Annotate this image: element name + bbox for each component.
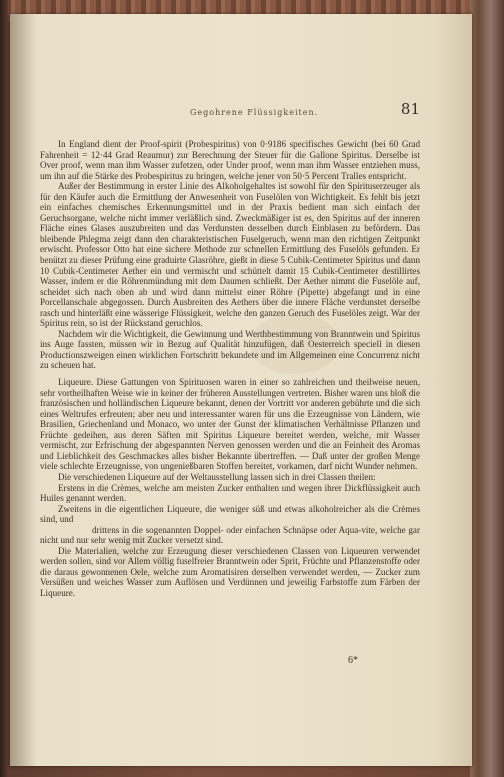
paragraph: Nachdem wir die Wichtigkeit, die Gewinnung und Werthbestimmung von Branntwein und Spiritus ins Auge fassten, müssen wir in Bezug auf Qualität hinzufügen, daß Oesterreich speciell in diesen Productionszweigen einen wirklichen Fortschritt bekundete und im Allgemeinen eine Concurrenz nicht zu scheuen hat.	[40, 328, 420, 371]
page-edges	[470, 0, 504, 777]
paragraph: Zweitens in die eigentlichen Liqueure, die weniger süß und etwas alkoholreicher als die Crèmes sind, und	[40, 503, 420, 525]
page-gutter	[10, 14, 36, 766]
page-number: 81	[400, 100, 420, 118]
paragraph: Liqueure. Diese Gattungen von Spirituosen waren in einer so zahlreichen und theilweise neuen, sehr vortheilhaften Weise wie in keiner der früheren Ausstellungen vertreten. Bisher waren uns bloß die französischen und holländischen Liqueure bekannt, denen der Vortritt vor anderen gebührte und die sich eines Weltrufes erfreuten; aber neu und interessanter waren für uns die Erzeugnisse von Ländern, wie Brasilien, Griechenland und Monaco, wo unter der Gunst der klimatischen Verhältnisse Pflanzen und Früchte gedeihen, aus deren Säften mit Spiritus Liqueure bereitet werden, welche, mit Wasser vermischt, zur Erfrischung der abgespannten Nerven genossen werden und die an Feinheit des Aromas und Lieblichkeit des Geschmackes alles bisher Bekannte übertreffen. — Daß unter der großen Menge viele schlechte Erzeugnisse, von ungenießbaren Stoffen bereitet, vorkamen, darf nicht Wunder nehmen.	[40, 377, 420, 472]
body-text	[40, 139, 420, 599]
running-title: Gegohrene Flüssigkeiten.	[190, 108, 319, 117]
paragraph: Die Materialien, welche zur Erzeugung dieser verschiedenen Classen von Liqueuren verwendet werden sollen, sind vor Allem völlig fuselfreier Branntwein oder Sprit, Früchte und Pflanzenstoffe oder die daraus gewonnenen Oele, welche zum Aromatisiren derselben verwendet werden, — Zucker zum Versüßen und weiches Wasser zum Auflösen und Verdünnen und jeweilig Farbstoffe zum Färben der Liqueure.	[40, 545, 420, 598]
paragraph: Erstens in die Crèmes, welche am meisten Zucker enthalten und wegen ihrer Dickflüssigkeit auch Huiles genannt werden.	[40, 482, 420, 504]
book-page	[10, 14, 472, 766]
paragraph: drittens in die sogenannten Doppel- oder einfachen Schnäpse oder Aqua-vite, welche gar nicht und nur sehr wenig mit Zucker versetzt sind.	[40, 524, 420, 546]
paragraph: Die verschiedenen Liqueure auf der Weltausstellung lassen sich in drei Classen theilen:	[58, 471, 376, 482]
book-spine	[0, 0, 8, 777]
paragraph: Außer der Bestimmung in erster Linie des Alkoholgehaltes ist sowohl für den Spirituserzeuger als für den Käufer auch die Ermittlung der Anwesenheit von Fuselölen von Wichtigkeit. Es fehlt bis jetzt ein einfaches chemisches Erkennungsmittel und in der Praxis bedient man sich einfach der Geruchsorgane, welche nicht immer verläßlich sind. Zweckmäßiger ist es, den Spiritus auf der inneren Fläche eines Glases auszubreiten und das Verdunsten desselben durch Einblasen zu befördern. Das bleibende Phlegma zeigt dann den charakteristischen Fuselgeruch, wenn man den richtigen Zeitpunkt erwischt. Professor Otto hat eine sichere Methode zur schnellen Ermittlung des Fuselöls gefunden. Er benützt zu dieser Prüfung eine graduirte Glasröhre, gießt in diese 5 Cubik-Centimeter Spiritus und dann 10 Cubik-Centimeter Aether ein und vermischt und schüttelt damit 15 Cubik-Centimeter destillirtes Wasser, indem er die Röhrenmündung mit dem Daumen schließt. Der Aether nimmt die Fuselöle auf, scheidet sich nach oben ab und wird dann mittelst einer Röhre (Pipette) abgefangt und in eine Porcellanschale abgegossen. Durch Ausbreiten des Aethers über die innere Fläche verdunstet derselbe rasch und hinterläßt eine wässerige Flüssigkeit, welche den ganzen Geruch des Fuselöles zeigt. War der Spiritus rein, so ist der Rückstand geruchlos.	[40, 181, 420, 329]
signature-mark: 6*	[348, 655, 358, 666]
paragraph: In England dient der Proof-spirit (Probespiritus) von 0·9186 specifisches Gewicht (bei 60 Grad Fahrenheit = 12·44 Grad Reaumur) zur Berechnung der Steuer für die Gallone Spiritus. Derselbe ist Over proof, wenn man ihm Wasser zufetzen, oder Under proof, wenn man ihm Wasser entziehen muss, um ihn auf die Stärke des Probespiritus zu bringen, welche jener von 50·5 Percent Tralles entspricht.	[40, 139, 420, 181]
page-header	[40, 100, 420, 120]
